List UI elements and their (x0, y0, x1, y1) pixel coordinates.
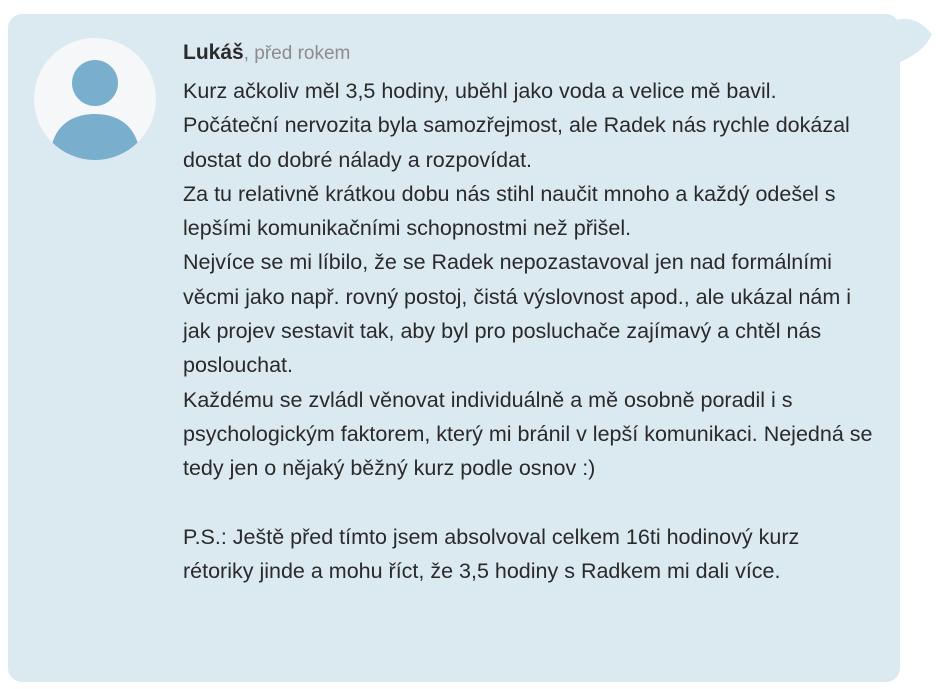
review-paragraph: Každému se zvládl věnovat individuálně a mě osobně poradil i s psychologickým faktorem, který mi bránil v lepší komunikaci. Nejedná se tedy jen o nějaký běžný kurz podle osnov :) (183, 387, 873, 481)
review-paragraph: Za tu relativně krátkou dobu nás stihl naučit mnoho a každý odešel s lepšími komunikačními schopnostmi než přišel. (183, 181, 836, 241)
review-time: , před rokem (243, 43, 351, 64)
review-content (183, 38, 873, 588)
speech-bubble-tail (896, 14, 938, 74)
review-paragraph: Nejvíce se mi líbilo, že se Radek nepozastavoval jen nad formálními věcmi jako např. rovný postoj, čistá výslovnost apod., ale ukázal nám i jak projev sestavit tak, aby byl pro posluchače zajímavý a chtěl nás poslouchat. (183, 250, 852, 378)
review-text (183, 74, 873, 588)
author-name: Lukáš (183, 41, 244, 64)
review-paragraph: Kurz ačkoliv měl 3,5 hodiny, uběhl jako voda a velice mě bavil. Počáteční nervozita byla samozřejmost, ale Radek nás rychle dokázal dostat do dobré nálady a rozpovídat. (183, 79, 850, 172)
review-postscript: P.S.: Ještě před tímto jsem absolvoval celkem 16ti hodinový kurz rétoriky jinde a mohu říct, že 3,5 hodiny s Radkem mi dali více. (183, 524, 800, 584)
avatar (34, 38, 156, 160)
user-silhouette-icon (34, 38, 156, 160)
review-header (183, 38, 873, 68)
